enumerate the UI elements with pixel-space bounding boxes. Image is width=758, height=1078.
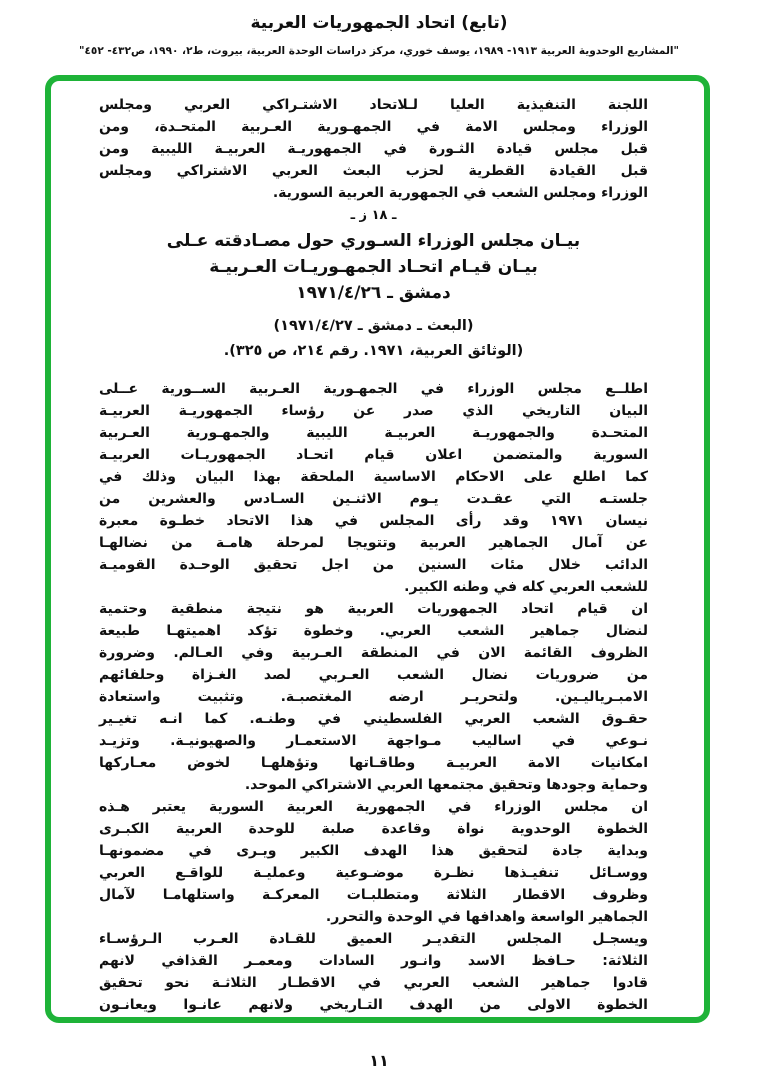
text-line: وبداية جادة لتحقيق هذا الهدف الكبير ويـرى في مضمونهـا xyxy=(99,843,648,859)
page-header xyxy=(0,10,758,58)
text-line: المتحـدة والجمهوريـة العربيـة الليبية والجمهـورية العـربية xyxy=(99,425,648,441)
text-line: عن آمال الجماهير العربية وتتويجا لمرحلة هامـة من نضالهـا xyxy=(99,535,648,551)
body-paragraph-2 xyxy=(99,598,648,796)
text-line: ووسـائل تنفيـذها نظـرة موضـوعية وعمليـة للواقـع العربي xyxy=(99,865,648,881)
intro-paragraph xyxy=(99,94,648,204)
text-line: وظروف الاقطار الثلاثة ومتطلبـات المعركـة واستلهامـا لآمال xyxy=(99,887,648,903)
text-line: الثلاثة: حـافظ الاسد وانـور السادات ومعمـر القذافي لانهم xyxy=(99,953,648,969)
text-line: نـوعي في اساليب مـواجهة الاستعمـار والصهيونيـة. وتزيـد xyxy=(99,733,648,749)
text-line: نيسان ١٩٧١ وقد رأى المجلس في هذا الاتحاد خطـوة معبرة xyxy=(99,513,648,529)
body-paragraph-1 xyxy=(99,378,648,598)
text-line: كما اطلع على الاحكام الاساسية الملحقة بهذا البيان وذلك في xyxy=(99,469,648,485)
text-line: ان مجلس الوزراء في الجمهورية العربية السورية يعتبر هـذه xyxy=(99,799,648,815)
text-line: الوزراء ومجلس الامة في الجمهـورية العـربية المتحـدة، ومن xyxy=(99,119,648,135)
text-line: اطلــع مجلس الوزراء في الجمهـورية العـربية الســورية عــلى xyxy=(99,381,648,397)
text-line: (البعث ـ دمشق ـ ١٩٧١/٤/٢٧) xyxy=(273,318,474,334)
text-line: السورية والمتضمن اعلان قيام اتحـاد الجمهوريـات العربيـة xyxy=(99,447,648,463)
text-line: الخطوة الاولى من الهدف التـاريخي ولانهم عانـوا ويعانـون xyxy=(99,997,648,1013)
text-line: ان قيام اتحاد الجمهوريات العربية هو نتيجة منطقية وحتمية xyxy=(99,601,648,617)
text-line: وحماية وجودها وتحقيق مجتمعها العربي الاشتراكي الموحد. xyxy=(244,777,648,793)
text-line: من ضروريات نضال الشعب العـربي لصد الغـزاة وحلفائهم xyxy=(99,667,648,683)
text-line: للشعب العربي كله في وطنه الكبير. xyxy=(404,579,648,595)
text-line: قادوا جماهير الشعب العربي في الاقطـار الثلاثـة نحو تحقيق xyxy=(99,975,648,991)
text-line: قبل مجلس قيادة الثـورة في الجمهوريـة العربيـة الليبية ومن xyxy=(99,141,648,157)
page-number: ١١ xyxy=(369,1051,389,1070)
section-marker-text: ـ ١٨ ز ـ xyxy=(350,208,397,223)
text-line: الدائب خلال مئات السنين من اجل تحقيق الوحـدة القوميـة xyxy=(99,557,648,573)
text-line: بيـان مجلس الوزراء السـوري حول مصـادقته عـلى xyxy=(166,231,581,251)
text-line: الجماهير الواسعة واهدافها في الوحدة والتحرر. xyxy=(325,909,648,925)
source-citation: "المشاريع الوحدوية العربية ١٩١٣- ١٩٨٩، يوسف خوري، مركز دراسات الوحدة العربية، بيروت، ط٢، ١٩٩٠، ص٤٣٢- ٤٥٢" xyxy=(79,45,679,57)
text-line: لنضال جماهير الشعب العربي. وخطوة تؤكد اهميتهـا طبيعة xyxy=(99,623,648,639)
text-line: البيان التاريخي الذي صدر عن رؤساء الجمهوريـة العربيـة xyxy=(99,403,648,419)
text-line: (الوثائق العربية، ١٩٧١. رقم ٢١٤، ص ٣٢٥). xyxy=(223,343,524,359)
text-line: دمشق ـ ١٩٧١/٤/٢٦ xyxy=(296,283,451,303)
document-frame xyxy=(45,75,710,1023)
section-marker xyxy=(99,205,648,226)
body-paragraph-3 xyxy=(99,796,648,928)
text-line: الخطوة الوحدوية نواة وقاعدة صلبة للوحدة العربية الكبـرى xyxy=(99,821,648,837)
text-line: الامبـرياليـين. ولتحريـر ارضه المغتصبـة. وتثبيت واستعادة xyxy=(99,689,648,705)
text-line: بيـان قيـام اتحـاد الجمهـوريـات العـربيـة xyxy=(209,257,538,277)
text-line: الظروف القائمة الان في المنطقة العـربية وفي العـالم. وضرورة xyxy=(99,645,648,661)
text-line: الوزراء ومجلس الشعب في الجمهورية العربية السورية. xyxy=(272,185,648,201)
text-line: حقـوق الشعب العربي الفلسطيني في وطنـه. كما انـه تغيـير xyxy=(99,711,648,727)
text-line: قبل القيادة القطرية لحزب البعث العربي الاشتراكي ومجلس xyxy=(99,163,648,179)
text-line: امكانيات الامة العربيـة وطاقـاتها وتؤهلهـا لخوض معـاركها xyxy=(99,755,648,771)
text-line: ويسجـل المجلس التقديـر العميق للقـادة العـرب الـرؤسـاء xyxy=(99,931,648,947)
source-references xyxy=(99,314,648,364)
body-paragraph-4 xyxy=(99,928,648,1016)
text-line: جلستـه التي عقـدت يـوم الاثنـين السـادس والعشرين من xyxy=(99,491,648,507)
text-line: اللجنة التنفيذية العليا لـلاتحاد الاشتـراكي العربي ومجلس xyxy=(99,97,648,113)
statement-heading xyxy=(99,228,648,306)
page-title: (تابع) اتحاد الجمهوريات العربية xyxy=(250,13,508,33)
